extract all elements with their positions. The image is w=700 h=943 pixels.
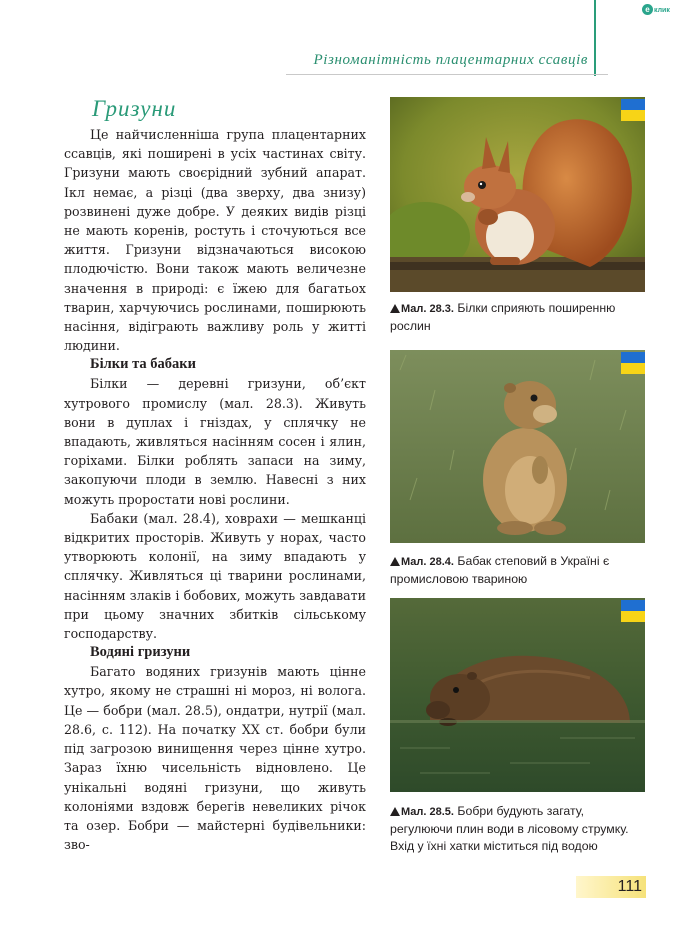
caption-text: Бобри будують загату, регулюючи плин води в лісовому струмку. Вхід у їхні хатки міститься під водою [390,804,629,853]
logo-e-icon: e [642,4,653,15]
figure-marmot-photo [390,350,645,543]
header-vertical-rule [594,0,596,76]
subheading-water-rodents: Водяні гризуни [90,644,191,661]
triangle-marker-icon [390,807,400,816]
marmot-illustration [390,350,645,543]
subheading-squirrels-marmots: Білки та бабаки [90,356,196,373]
figure-number: Мал. 28.4. [401,556,454,568]
ukraine-flag-icon [621,352,645,374]
squirrels-paragraph: Білки — деревні гризуни, об’єкт хутрового промислу (мал. 28.3). Живуть вони в дуплах і гніздах, у сплячку не впадають, живляться насінням сосен і ялин, горіхами. Білки роблять запаси на зиму, закопуючи плоди в землю. Навесні з них можуть проростати нові рослини. [64,376,366,507]
caption-text: Білки сприяють поширенню рослин [390,301,616,333]
caption-text: Бабак степовий в Україні є промисловою твариною [390,554,610,586]
running-title: Різноманітність плацентарних ссавців [313,52,588,68]
squirrel-illustration [390,97,645,292]
header-rule [286,74,608,75]
caption-fig-28-4 [390,553,650,588]
figure-number: Мал. 28.3. [401,303,454,315]
caption-fig-28-3 [390,300,650,335]
figure-beaver-photo [390,598,645,792]
page-number: 111 [576,876,646,898]
main-text-column [64,125,366,854]
section-title: Гризуни [92,96,177,121]
intro-paragraph: Це найчисленніша група плацентарних ссавців, які поширені в усіх частинах світу. Гризуни мають своєрідний зубний апарат. Ікл немає, а різці (два зверху, два знизу) розвинені дуже добре. У деяких видів різці не мають коренів, ростуть і сточуються все життя. Гризуни відзначаються високою плодючістю. Вони також мають величезне значення в природі: є їжею для багатьох тварин, харчуючись рослинами, поширюють насіння, відіграють важливу роль у житті людини. [64,127,366,354]
marmots-paragraph: Бабаки (мал. 28.4), ховрахи — мешканці відкритих просторів. Живуть у норах, часто утворюють колонії, на зиму впадають у сплячку. Живляться ці тварини рослинами, насінням злаків і бобових, можуть завдавати при цьому значних збитків сільському господарству. [64,510,366,642]
ukraine-flag-icon [621,99,645,121]
beaver-illustration [390,598,645,792]
caption-fig-28-5 [390,803,650,855]
publisher-logo: e клик [642,4,670,15]
figure-number: Мал. 28.5. [401,806,454,818]
triangle-marker-icon [390,304,400,313]
ukraine-flag-icon [621,600,645,622]
figure-squirrel-photo [390,97,645,292]
triangle-marker-icon [390,557,400,566]
water-rodents-paragraph: Багато водяних гризунів мають цінне хутро, якому не страшні ні мороз, ні волога. Це — бобри (мал. 28.5), ондатри, нутрії (мал. 28.6, с. 112). На початку XX ст. бобри були під загрозою винищення через цінне хутро. Зараз їхню чисельність відновлено. Це унікальні водяні гризуни, що живуть колоніями вздовж берегів невеликих річок та озер. Бобри — майстерні будівельники: зво- [64,664,366,853]
